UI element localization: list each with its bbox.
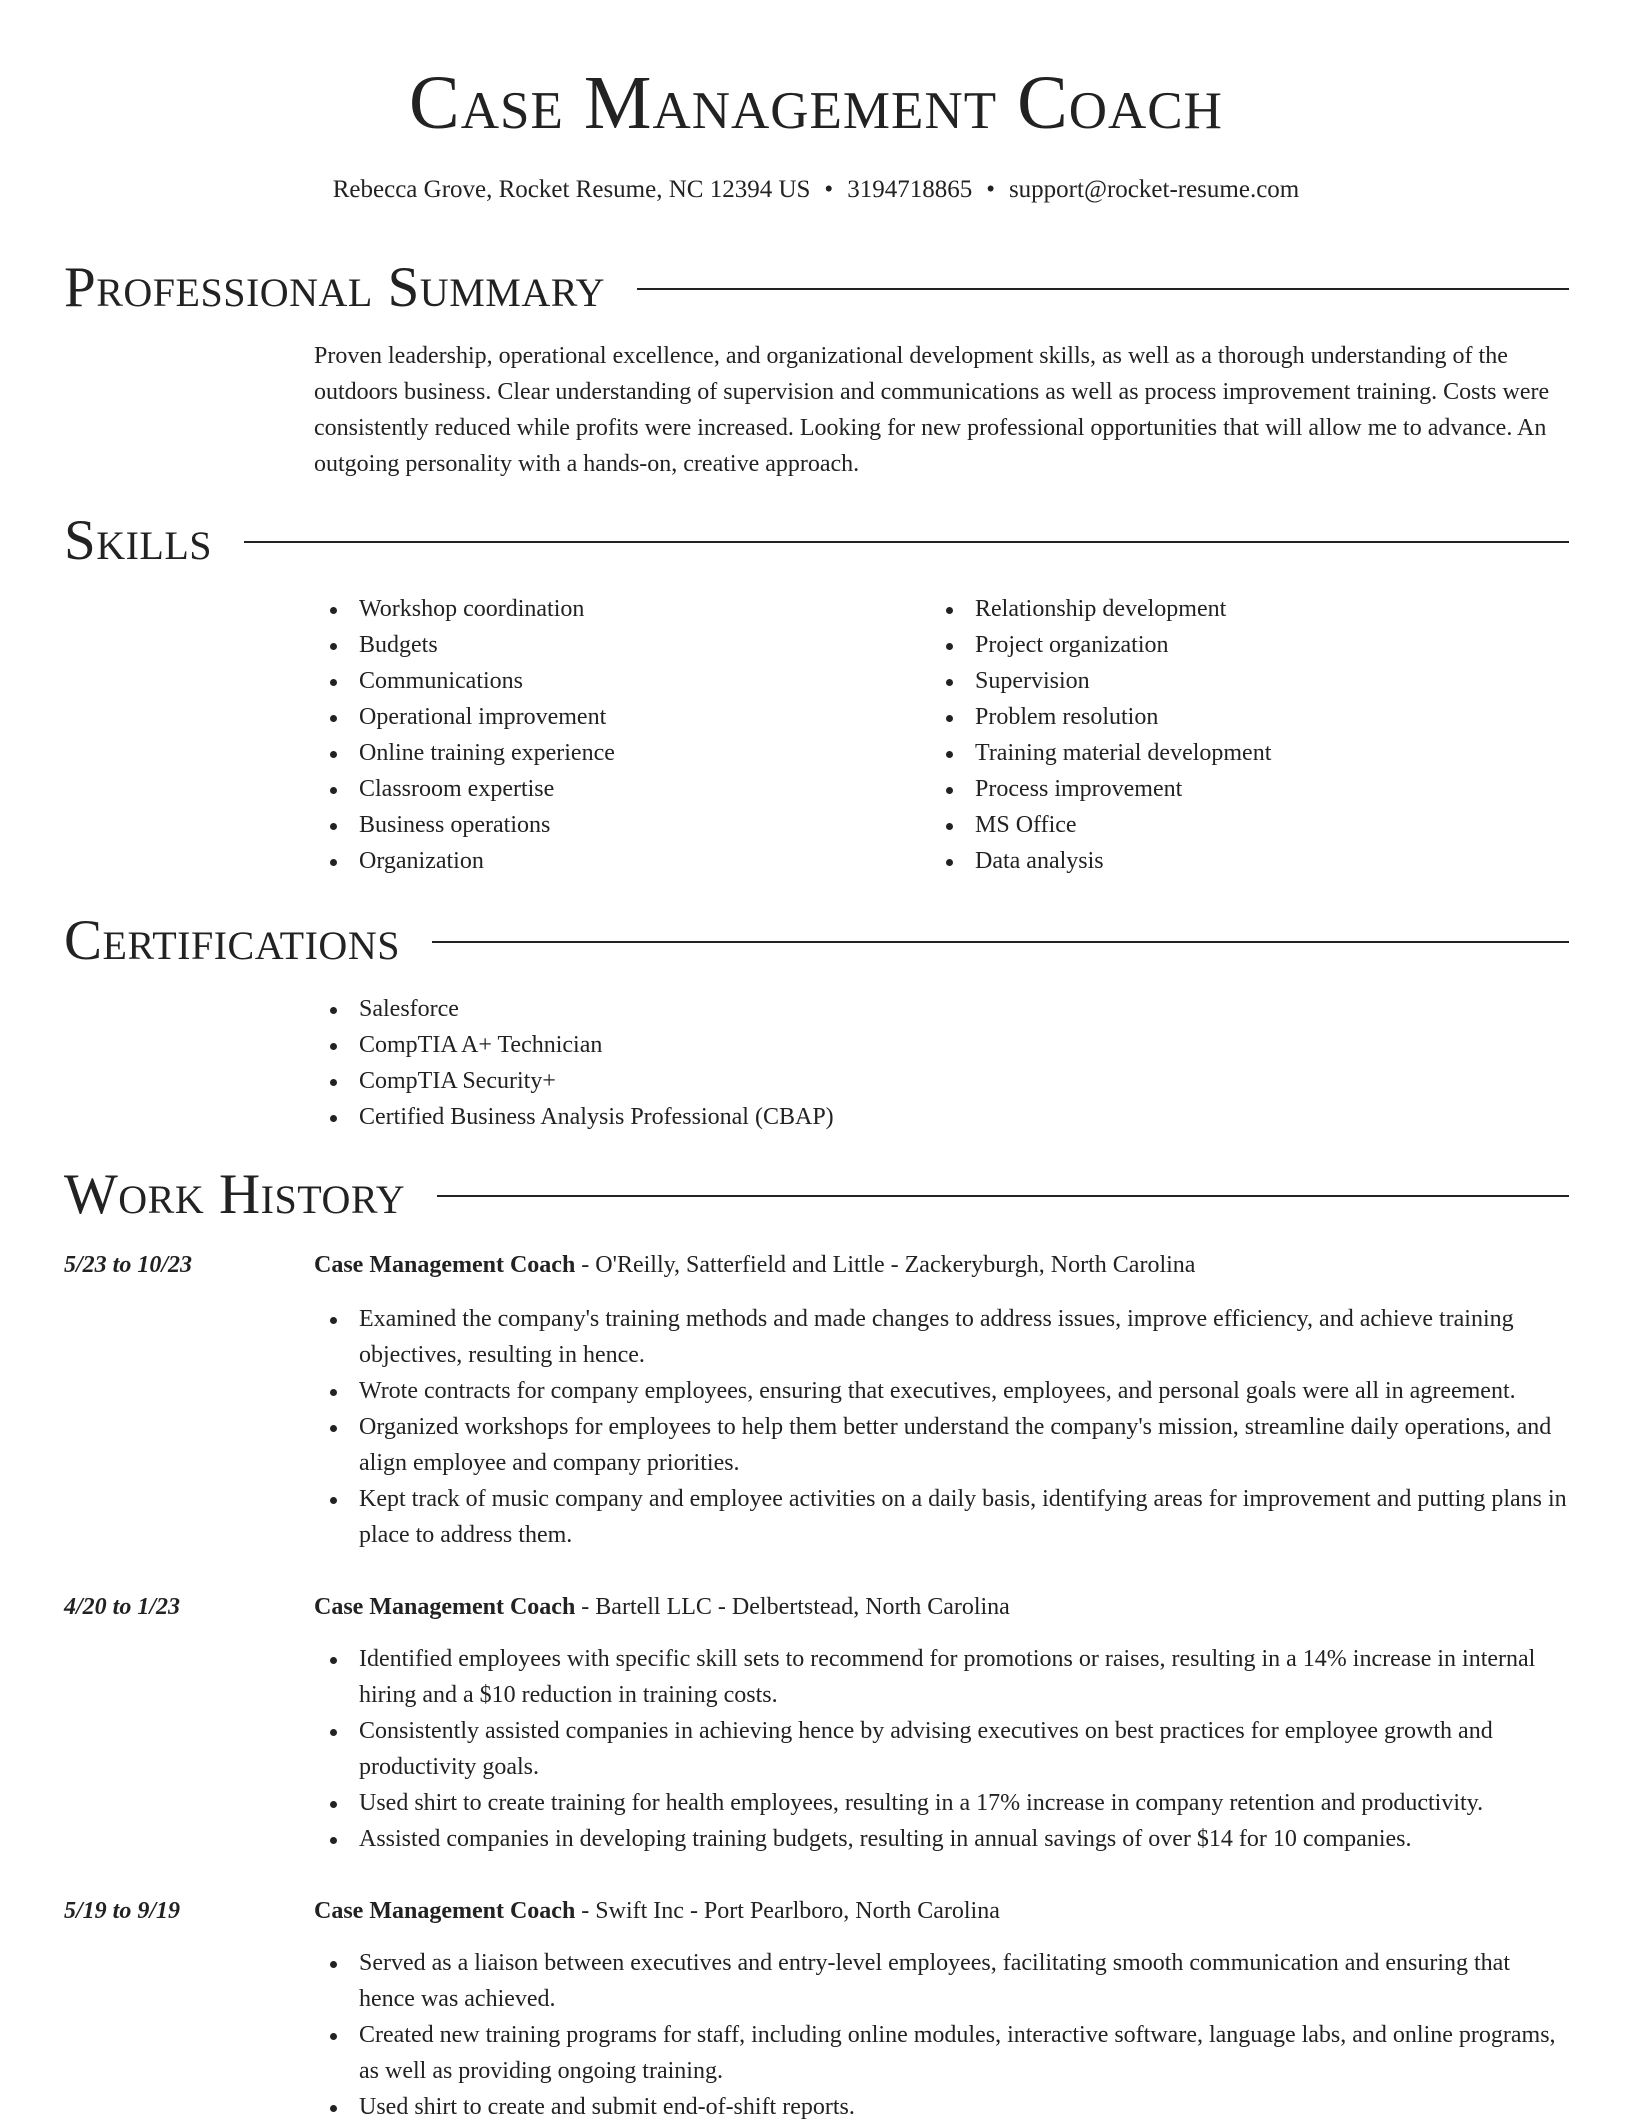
job-bullet: Served as a liaison between executives and entry-level employees, facilitating smooth communication and ensuring that hence was achieved. xyxy=(315,1945,1570,2017)
job-bullet: Used shirt to create training for health employees, resulting in a 17% increase in company retention and productivity. xyxy=(315,1785,1570,1821)
skill-item: Business operations xyxy=(315,807,875,843)
job-bullet: Created new training programs for staff, including online modules, interactive software, language labs, and online programs, as well as providing ongoing training. xyxy=(315,2017,1570,2089)
skill-item: Workshop coordination xyxy=(315,591,875,627)
certifications-heading: Certifications xyxy=(64,909,400,972)
summary-heading: Professional Summary xyxy=(64,256,606,319)
summary-text: Proven leadership, operational excellence, and organizational development skills, as well as a thorough understanding of the outdoors business. Clear understanding of supervision and communications as well as process improvement training. Costs were consistently reduced while profits were increased. Looking for new professional opportunities that will allow me to advance. An outgoing personality with a hands-on, creative approach. xyxy=(314,343,1550,477)
skill-item: Training material development xyxy=(931,735,1491,771)
job-employer-location: - Bartell LLC - Delbertstead, North Carolina xyxy=(575,1594,1010,1620)
contact-phone: 3194718865 xyxy=(847,176,973,203)
job-bullet: Used shirt to create and submit end-of-shift reports. xyxy=(315,2089,1570,2125)
certification-item: Salesforce xyxy=(315,991,1215,1027)
job-bullet: Examined the company's training methods and made changes to address issues, improve efficiency, and achieve training objectives, resulting in hence. xyxy=(315,1301,1570,1373)
section-divider xyxy=(432,941,1569,943)
job-employer-location: - O'Reilly, Satterfield and Little - Zackeryburgh, North Carolina xyxy=(575,1252,1196,1278)
certification-item: Certified Business Analysis Professional (CBAP) xyxy=(315,1099,1215,1135)
skill-item: Process improvement xyxy=(931,771,1491,807)
job-heading xyxy=(314,1247,1195,1283)
certifications-section-header xyxy=(64,905,1569,977)
work-history-heading: Work History xyxy=(64,1163,406,1226)
skill-item: Operational improvement xyxy=(315,699,875,735)
job-heading xyxy=(314,1589,1010,1625)
job-dates: 4/20 to 1/23 xyxy=(64,1594,181,1620)
job-bullet-list xyxy=(315,1945,1570,2125)
job-bullet: Wrote contracts for company employees, ensuring that executives, employees, and personal goals were all in agreement. xyxy=(315,1373,1570,1409)
job-bullet: Identified employees with specific skill sets to recommend for promotions or raises, resulting in a 14% increase in internal hiring and a $10 reduction in training costs. xyxy=(315,1641,1570,1713)
job-dates: 5/19 to 9/19 xyxy=(64,1898,181,1924)
contact-address: Rebecca Grove, Rocket Resume, NC 12394 US xyxy=(332,176,811,203)
skill-item: Project organization xyxy=(931,627,1491,663)
skill-item: Budgets xyxy=(315,627,875,663)
skill-item: Classroom expertise xyxy=(315,771,875,807)
skills-list-left xyxy=(315,591,875,879)
job-bullet: Assisted companies in developing training budgets, resulting in annual savings of over $14 for 10 companies. xyxy=(315,1821,1570,1857)
job-title: Case Management Coach xyxy=(314,1252,576,1278)
section-divider xyxy=(437,1195,1569,1197)
skill-item: Relationship development xyxy=(931,591,1491,627)
contact-separator: • xyxy=(986,176,995,203)
job-employer-location: - Swift Inc - Port Pearlboro, North Carolina xyxy=(575,1898,1000,1924)
contact-email: support@rocket-resume.com xyxy=(1008,176,1300,203)
job-dates: 5/23 to 10/23 xyxy=(64,1252,193,1278)
job-bullet-list xyxy=(315,1641,1570,1857)
job-bullet: Kept track of music company and employee activities on a daily basis, identifying areas for improvement and putting plans in place to address them. xyxy=(315,1481,1570,1553)
job-bullet: Consistently assisted companies in achieving hence by advising executives on best practices for employee growth and productivity goals. xyxy=(315,1713,1570,1785)
certifications-list xyxy=(315,991,1215,1135)
contact-line xyxy=(0,172,1632,208)
skill-item: Organization xyxy=(315,843,875,879)
job-bullet: Organized workshops for employees to help them better understand the company's mission, streamline daily operations, and align employee and company priorities. xyxy=(315,1409,1570,1481)
skill-item: Problem resolution xyxy=(931,699,1491,735)
skills-heading: Skills xyxy=(64,509,213,572)
skill-item: Supervision xyxy=(931,663,1491,699)
contact-separator: • xyxy=(824,176,834,203)
section-divider xyxy=(637,288,1569,290)
job-title: Case Management Coach xyxy=(314,1594,576,1620)
skill-item: Communications xyxy=(315,663,875,699)
resume-title: Case Management Coach xyxy=(409,61,1223,145)
skill-item: MS Office xyxy=(931,807,1491,843)
job-title: Case Management Coach xyxy=(314,1898,576,1924)
summary-section-header xyxy=(64,252,1569,324)
job-heading xyxy=(314,1893,1000,1929)
skills-list-right xyxy=(931,591,1491,879)
job-bullet-list xyxy=(315,1301,1570,1553)
skills-section-header xyxy=(64,505,1569,577)
skill-item: Data analysis xyxy=(931,843,1491,879)
certification-item: CompTIA A+ Technician xyxy=(315,1027,1215,1063)
work-history-section-header xyxy=(64,1159,1569,1231)
skill-item: Online training experience xyxy=(315,735,875,771)
certification-item: CompTIA Security+ xyxy=(315,1063,1215,1099)
section-divider xyxy=(244,541,1569,543)
